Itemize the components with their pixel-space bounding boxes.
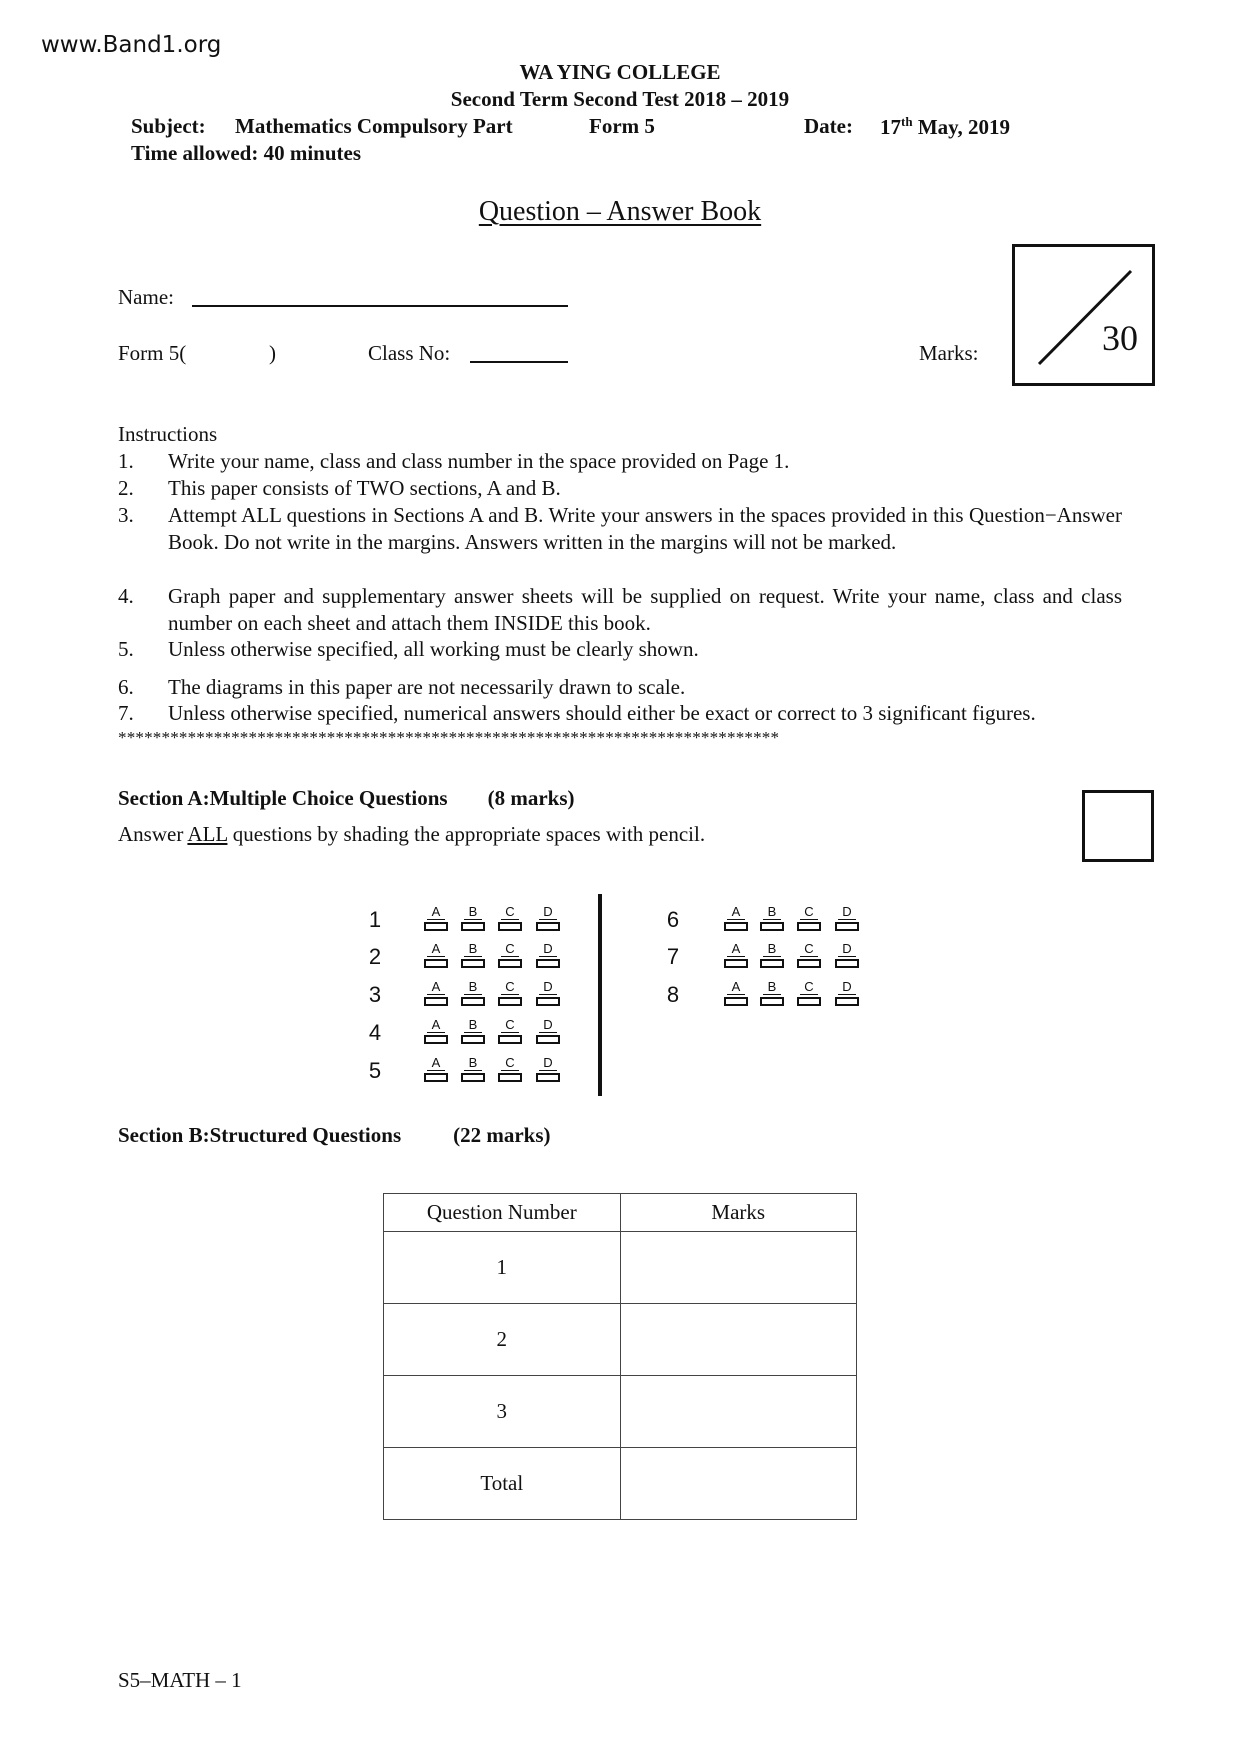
mcq-option-c[interactable] <box>796 942 822 968</box>
option-letter: B <box>468 904 478 919</box>
date-rest: May, 2019 <box>912 115 1010 139</box>
instruction-number: 4. <box>118 584 134 608</box>
option-letter: D <box>842 941 852 956</box>
table-row <box>384 1304 857 1376</box>
answer-bubble[interactable] <box>797 959 821 968</box>
option-letter: B <box>767 941 777 956</box>
option-underline <box>539 1070 557 1071</box>
mcq-option-d[interactable] <box>834 942 860 968</box>
marks-table <box>383 1193 857 1520</box>
option-underline <box>427 1032 445 1033</box>
mcq-question-number: 3 <box>368 982 382 1007</box>
option-letter: A <box>731 979 741 994</box>
option-letter: C <box>505 941 515 956</box>
option-underline <box>427 956 445 957</box>
answer-bubble[interactable] <box>536 959 560 968</box>
question-cell: 3 <box>384 1376 621 1448</box>
total-marks-value: 30 <box>1102 318 1138 358</box>
name-field[interactable] <box>192 305 568 307</box>
option-underline <box>800 919 818 920</box>
mcq-question-number: 4 <box>368 1020 382 1045</box>
answer-bubble[interactable] <box>424 1035 448 1044</box>
mcq-option-d[interactable] <box>834 980 860 1006</box>
table-row <box>384 1376 857 1448</box>
date-label: Date: <box>804 114 853 138</box>
answer-bubble[interactable] <box>424 922 448 931</box>
answer-bubble[interactable] <box>835 959 859 968</box>
answer-bubble[interactable] <box>536 997 560 1006</box>
answer-bubble[interactable] <box>797 997 821 1006</box>
watermark: www.Band1.org <box>41 32 222 58</box>
time-allowed: Time allowed: 40 minutes <box>131 141 362 165</box>
mcq-option-a[interactable] <box>423 1056 449 1082</box>
mcq-question-number: 6 <box>666 907 680 932</box>
note-text: questions by shading the appropriate spaces with pencil. <box>227 822 706 846</box>
mcq-option-b[interactable] <box>759 980 785 1006</box>
answer-bubble[interactable] <box>461 959 485 968</box>
form-value: Form 5 <box>589 114 655 138</box>
header-question-number: Question Number <box>384 1194 621 1232</box>
instruction-item <box>118 583 1122 637</box>
school-name: WA YING COLLEGE <box>519 60 721 84</box>
option-letter: D <box>842 979 852 994</box>
option-letter: B <box>468 1055 478 1070</box>
section-b-marks: (22 marks) <box>453 1123 551 1147</box>
option-letter: D <box>543 904 553 919</box>
instruction-number: 6. <box>118 675 134 699</box>
answer-bubble[interactable] <box>760 959 784 968</box>
answer-bubble[interactable] <box>461 1073 485 1082</box>
mcq-option-a[interactable] <box>723 905 749 931</box>
header-marks: Marks <box>620 1194 856 1232</box>
answer-bubble[interactable] <box>498 959 522 968</box>
mcq-option-b[interactable] <box>460 1018 486 1044</box>
instruction-number: 5. <box>118 637 134 661</box>
date-day: 17 <box>880 115 901 139</box>
answer-bubble[interactable] <box>461 922 485 931</box>
option-letter: C <box>804 979 814 994</box>
answer-bubble[interactable] <box>760 997 784 1006</box>
mcq-option-d[interactable] <box>535 1018 561 1044</box>
option-letter: A <box>731 941 741 956</box>
instruction-number: 2. <box>118 476 134 500</box>
section-b-heading <box>118 1123 551 1148</box>
marks-cell[interactable] <box>620 1448 856 1520</box>
option-letter: D <box>543 979 553 994</box>
option-underline <box>539 994 557 995</box>
instructions-heading: Instructions <box>118 422 218 446</box>
answer-bubble[interactable] <box>835 997 859 1006</box>
option-letter: A <box>731 904 741 919</box>
class-no-label: Class No: <box>368 341 451 365</box>
option-underline <box>464 994 482 995</box>
option-underline <box>763 994 781 995</box>
note-text: Answer <box>118 822 188 846</box>
mcq-option-c[interactable] <box>497 942 523 968</box>
section-a-note <box>118 822 705 847</box>
answer-bubble[interactable] <box>498 922 522 931</box>
section-a-score-box <box>1082 790 1154 862</box>
mcq-option-a[interactable] <box>423 1018 449 1044</box>
option-letter: C <box>804 904 814 919</box>
option-letter: B <box>767 904 777 919</box>
option-underline <box>427 994 445 995</box>
option-letter: A <box>431 904 441 919</box>
mcq-option-a[interactable] <box>723 942 749 968</box>
mcq-option-c[interactable] <box>497 1056 523 1082</box>
instruction-text: Unless otherwise specified, numerical answers should either be exact or correct to 3 significant figures. <box>168 701 1036 725</box>
instruction-text: This paper consists of TWO sections, A and B. <box>168 476 561 500</box>
mcq-option-c[interactable] <box>497 1018 523 1044</box>
instruction-item <box>118 448 1122 475</box>
answer-bubble[interactable] <box>536 922 560 931</box>
instruction-text: Attempt ALL questions in Sections A and B. Write your answers in the spaces provided in this Question−Answer Book. Do not write in the margins. Answers written in the margins will not be marked. <box>168 503 1122 554</box>
separator-line: **************************************************************************** <box>118 728 780 747</box>
mcq-question-number: 5 <box>368 1058 382 1083</box>
form-label: Form 5( <box>118 341 187 365</box>
instruction-text: Write your name, class and class number in the space provided on Page 1. <box>168 449 790 473</box>
mcq-option-d[interactable] <box>535 980 561 1006</box>
answer-bubble[interactable] <box>424 959 448 968</box>
instruction-item <box>118 475 1122 502</box>
answer-bubble[interactable] <box>835 922 859 931</box>
option-letter: C <box>505 1055 515 1070</box>
name-label: Name: <box>118 285 174 309</box>
marks-cell[interactable] <box>620 1232 856 1304</box>
option-underline <box>763 956 781 957</box>
mcq-option-d[interactable] <box>535 905 561 931</box>
subject-value: Mathematics Compulsory Part <box>235 114 513 138</box>
mcq-question-number: 2 <box>368 944 382 969</box>
mcq-option-d[interactable] <box>535 1056 561 1082</box>
section-b-title: Section B:Structured Questions <box>118 1123 402 1147</box>
answer-bubble[interactable] <box>797 922 821 931</box>
answer-bubble[interactable] <box>424 1073 448 1082</box>
mcq-option-c[interactable] <box>497 980 523 1006</box>
option-underline <box>727 919 745 920</box>
slash-divider <box>1015 247 1152 383</box>
option-underline <box>727 956 745 957</box>
mcq-option-d[interactable] <box>535 942 561 968</box>
mcq-option-c[interactable] <box>497 905 523 931</box>
question-cell: 1 <box>384 1232 621 1304</box>
section-a-heading <box>118 786 575 811</box>
date-suffix: th <box>901 114 913 129</box>
option-underline <box>501 919 519 920</box>
mcq-option-b[interactable] <box>460 942 486 968</box>
answer-bubble[interactable] <box>461 1035 485 1044</box>
option-underline <box>501 956 519 957</box>
instruction-text: Unless otherwise specified, all working must be clearly shown. <box>168 637 699 661</box>
option-underline <box>501 1032 519 1033</box>
mcq-question-number: 8 <box>666 982 680 1007</box>
section-a-title: Section A:Multiple Choice Questions <box>118 786 448 810</box>
option-underline <box>838 994 856 995</box>
option-letter: C <box>505 979 515 994</box>
instruction-number: 3. <box>118 503 134 527</box>
table-row <box>384 1448 857 1520</box>
mcq-option-b[interactable] <box>460 1056 486 1082</box>
option-underline <box>838 956 856 957</box>
note-emphasis: ALL <box>187 822 228 846</box>
table-row <box>384 1232 857 1304</box>
option-letter: B <box>468 979 478 994</box>
option-letter: A <box>431 1055 441 1070</box>
mcq-option-b[interactable] <box>460 980 486 1006</box>
answer-bubble[interactable] <box>424 997 448 1006</box>
option-underline <box>427 1070 445 1071</box>
mcq-option-b[interactable] <box>759 942 785 968</box>
instruction-item <box>118 502 1122 556</box>
option-underline <box>539 956 557 957</box>
option-letter: D <box>543 941 553 956</box>
mcq-option-d[interactable] <box>834 905 860 931</box>
marks-cell[interactable] <box>620 1376 856 1448</box>
option-letter: D <box>842 904 852 919</box>
option-underline <box>800 956 818 957</box>
mcq-option-c[interactable] <box>796 980 822 1006</box>
option-letter: C <box>505 1017 515 1032</box>
instruction-number: 1. <box>118 449 134 473</box>
marks-label: Marks: <box>919 341 979 365</box>
answer-bubble[interactable] <box>461 997 485 1006</box>
question-cell: Total <box>384 1448 621 1520</box>
mcq-column-divider <box>598 894 602 1096</box>
mcq-question-number: 1 <box>368 907 382 932</box>
option-letter: B <box>468 941 478 956</box>
option-underline <box>539 919 557 920</box>
option-underline <box>501 994 519 995</box>
option-underline <box>763 919 781 920</box>
option-letter: A <box>431 941 441 956</box>
option-letter: A <box>431 979 441 994</box>
mcq-option-a[interactable] <box>423 942 449 968</box>
answer-bubble[interactable] <box>498 1035 522 1044</box>
option-letter: B <box>767 979 777 994</box>
section-a-marks: (8 marks) <box>487 786 575 810</box>
answer-bubble[interactable] <box>724 959 748 968</box>
mcq-option-a[interactable] <box>423 905 449 931</box>
answer-bubble[interactable] <box>498 997 522 1006</box>
subject-label: Subject: <box>131 114 206 138</box>
option-underline <box>727 994 745 995</box>
answer-bubble[interactable] <box>724 922 748 931</box>
option-letter: D <box>543 1017 553 1032</box>
page-footer: S5–MATH – 1 <box>118 1668 242 1692</box>
option-letter: D <box>543 1055 553 1070</box>
option-letter: C <box>804 941 814 956</box>
page-title: Question – Answer Book <box>478 196 762 227</box>
marks-cell[interactable] <box>620 1304 856 1376</box>
instruction-item <box>118 636 1122 663</box>
mcq-option-c[interactable] <box>796 905 822 931</box>
option-letter: C <box>505 904 515 919</box>
option-underline <box>464 919 482 920</box>
option-underline <box>464 956 482 957</box>
mcq-option-a[interactable] <box>723 980 749 1006</box>
mcq-option-b[interactable] <box>759 905 785 931</box>
option-letter: B <box>468 1017 478 1032</box>
mcq-option-b[interactable] <box>460 905 486 931</box>
option-underline <box>464 1070 482 1071</box>
answer-bubble[interactable] <box>724 997 748 1006</box>
instruction-item <box>118 674 1122 701</box>
option-letter: A <box>431 1017 441 1032</box>
form-close-paren: ) <box>269 341 276 365</box>
instruction-number: 7. <box>118 701 134 725</box>
option-underline <box>427 919 445 920</box>
option-underline <box>838 919 856 920</box>
answer-bubble[interactable] <box>760 922 784 931</box>
instruction-text: Graph paper and supplementary answer sheets will be supplied on request. Write your name, class and class number on each sheet and attach them INSIDE this book. <box>168 584 1122 635</box>
option-underline <box>464 1032 482 1033</box>
option-underline <box>501 1070 519 1071</box>
instruction-item <box>118 700 1122 727</box>
answer-bubble[interactable] <box>498 1073 522 1082</box>
class-no-field[interactable] <box>470 361 568 363</box>
question-cell: 2 <box>384 1304 621 1376</box>
instruction-text: The diagrams in this paper are not necessarily drawn to scale. <box>168 675 686 699</box>
total-marks-box <box>1012 244 1155 386</box>
option-underline <box>800 994 818 995</box>
mcq-question-number: 7 <box>666 944 680 969</box>
test-title: Second Term Second Test 2018 – 2019 <box>450 87 790 111</box>
form-class-field[interactable] <box>196 338 266 366</box>
answer-bubble[interactable] <box>536 1073 560 1082</box>
option-underline <box>539 1032 557 1033</box>
mcq-option-a[interactable] <box>423 980 449 1006</box>
date-value <box>880 114 1010 140</box>
table-header-row <box>384 1194 857 1232</box>
answer-bubble[interactable] <box>536 1035 560 1044</box>
